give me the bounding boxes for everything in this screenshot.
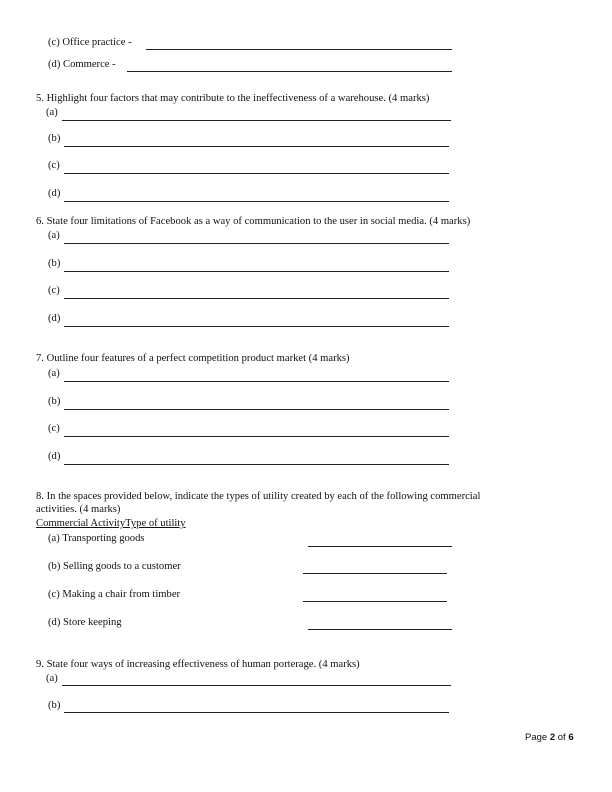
activity-item: (a) Transporting goods [48,533,145,544]
of-word: of [557,732,566,743]
answer-line [64,436,449,437]
answer-line [146,49,452,50]
activity-item: (c) Making a chair from timber [48,589,181,600]
activity-item: (b) Selling goods to a customer [48,561,181,572]
answer-label-a: (a) [46,107,58,118]
page-number [525,733,574,743]
answer-label-c: (c) [48,160,60,171]
answer-line [64,271,449,272]
answer-label-b: (b) [48,700,61,711]
question-5: 5. Highlight four factors that may contribute to the ineffectiveness of a warehouse. (4 marks) [36,93,430,104]
answer-line [62,120,451,121]
answer-line [64,464,449,465]
answer-line [64,146,449,147]
answer-line [64,381,449,382]
answer-label-a: (a) [48,230,60,241]
answer-label-a: (a) [46,673,58,684]
question-9: 9. State four ways of increasing effectiveness of human porterage. (4 marks) [36,659,360,670]
answer-label-d: (d) [48,313,61,324]
answer-label-d: (d) [48,451,61,462]
answer-line [303,573,447,574]
answer-label-c: (c) [48,285,60,296]
answer-line [64,409,449,410]
answer-label-b: (b) [48,133,61,144]
item-commerce: (d) Commerce - [48,59,116,70]
table-header: Commercial ActivityType of utility [36,518,186,529]
activity-item: (d) Store keeping [48,617,122,628]
answer-line [308,629,452,630]
page-current: 2 [549,732,556,743]
answer-line [64,326,449,327]
answer-label-b: (b) [48,258,61,269]
answer-line [64,712,449,713]
answer-line [308,546,452,547]
answer-line [64,298,449,299]
item-office-practice: (c) Office practice - [48,37,132,48]
answer-label-d: (d) [48,188,61,199]
answer-label-a: (a) [48,368,60,379]
question-8: 8. In the spaces provided below, indicate the types of utility created by each of the following commercial [36,491,481,502]
answer-line [64,243,449,244]
answer-line [64,173,449,174]
question-8-continued: activities. (4 marks) [36,504,121,515]
page-total: 6 [568,732,574,743]
question-6: 6. State four limitations of Facebook as a way of communication to the user in social media. (4 marks) [36,216,471,227]
answer-label-c: (c) [48,423,60,434]
answer-line [62,685,451,686]
answer-line [303,601,447,602]
answer-line [127,71,452,72]
page-word: Page [525,732,548,743]
question-7: 7. Outline four features of a perfect competition product market (4 marks) [36,353,350,364]
answer-label-b: (b) [48,396,61,407]
answer-line [64,201,449,202]
